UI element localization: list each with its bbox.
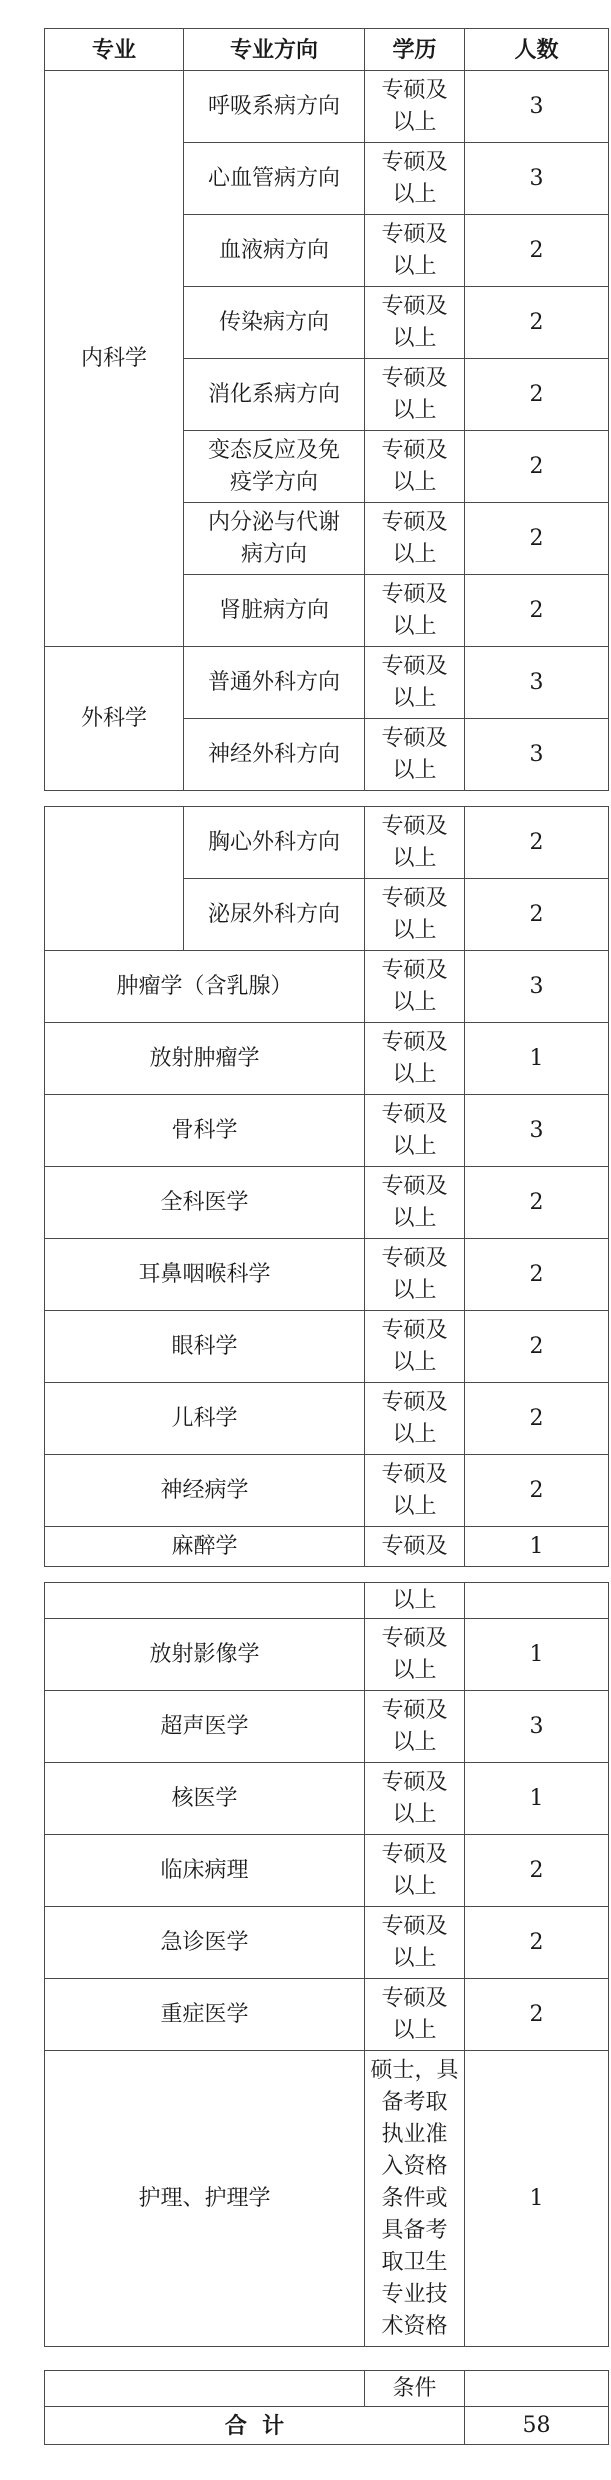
major-cell-continued [45, 807, 184, 951]
table-row [45, 2371, 609, 2407]
table-row [45, 807, 609, 879]
table-row [45, 1095, 609, 1167]
major-cell: 肿瘤学（含乳腺） [45, 951, 365, 1023]
education-cell: 专硕及 以上 [365, 431, 465, 503]
education-cell: 专硕及 以上 [365, 575, 465, 647]
major-cell: 外科学 [45, 647, 184, 791]
count-cell: 2 [465, 215, 609, 287]
table-row [45, 1383, 609, 1455]
recruitment-table-4 [44, 2370, 609, 2445]
recruitment-table-3 [44, 1582, 609, 2347]
major-cell: 护理、护理学 [45, 2051, 365, 2347]
table-row [45, 1023, 609, 1095]
header-count: 人数 [465, 29, 609, 71]
major-cell: 儿科学 [45, 1383, 365, 1455]
header-row [45, 29, 609, 71]
table-row [45, 1583, 609, 1619]
education-cell-continued: 条件 [365, 2371, 465, 2407]
direction-cell: 心血管病方向 [184, 143, 365, 215]
education-cell: 专硕及 以上 [365, 1239, 465, 1311]
education-cell: 专硕及 以上 [365, 503, 465, 575]
major-cell: 骨科学 [45, 1095, 365, 1167]
count-cell: 3 [465, 143, 609, 215]
education-cell: 专硕及 以上 [365, 647, 465, 719]
major-cell: 眼科学 [45, 1311, 365, 1383]
count-cell: 1 [465, 1619, 609, 1691]
direction-cell: 变态反应及免 疫学方向 [184, 431, 365, 503]
education-cell: 专硕及 以上 [365, 143, 465, 215]
education-cell-requirements: 硕士，具 备考取 执业准 入资格 条件或 具备考 取卫生 专业技 术资格 [365, 2051, 465, 2347]
count-cell-empty [465, 1583, 609, 1619]
header-direction: 专业方向 [184, 29, 365, 71]
table-row [45, 1691, 609, 1763]
count-cell: 2 [465, 1167, 609, 1239]
education-cell: 专硕及 以上 [365, 287, 465, 359]
count-cell: 2 [465, 287, 609, 359]
education-cell: 专硕及 以上 [365, 807, 465, 879]
education-cell: 专硕及 以上 [365, 1619, 465, 1691]
table-row [45, 647, 609, 719]
major-cell: 重症医学 [45, 1979, 365, 2051]
count-cell: 3 [465, 647, 609, 719]
table-row [45, 2051, 609, 2347]
table-part-2 [44, 806, 608, 1567]
recruitment-table-1 [44, 28, 609, 791]
direction-cell: 泌尿外科方向 [184, 879, 365, 951]
education-cell: 专硕及 以上 [365, 1095, 465, 1167]
direction-cell: 消化系病方向 [184, 359, 365, 431]
table-row [45, 71, 609, 143]
education-cell: 专硕及 以上 [365, 215, 465, 287]
count-cell: 2 [465, 1239, 609, 1311]
total-value: 58 [465, 2407, 609, 2445]
major-cell: 神经病学 [45, 1455, 365, 1527]
major-cell: 全科医学 [45, 1167, 365, 1239]
major-cell: 麻醉学 [45, 1527, 365, 1567]
count-cell: 2 [465, 1455, 609, 1527]
education-cell: 专硕及 以上 [365, 719, 465, 791]
count-cell: 3 [465, 951, 609, 1023]
major-cell-empty [45, 2371, 365, 2407]
major-cell: 急诊医学 [45, 1907, 365, 1979]
education-cell: 专硕及 以上 [365, 1763, 465, 1835]
education-cell-continued: 以上 [365, 1583, 465, 1619]
education-cell: 专硕及 以上 [365, 1907, 465, 1979]
count-cell: 2 [465, 575, 609, 647]
major-cell: 超声医学 [45, 1691, 365, 1763]
table-row [45, 1907, 609, 1979]
count-cell: 2 [465, 431, 609, 503]
count-cell: 2 [465, 1979, 609, 2051]
count-cell: 3 [465, 719, 609, 791]
major-cell: 临床病理 [45, 1835, 365, 1907]
count-cell: 2 [465, 503, 609, 575]
direction-cell: 传染病方向 [184, 287, 365, 359]
table-part-1 [44, 28, 608, 791]
education-cell: 专硕及 [365, 1527, 465, 1567]
education-cell: 专硕及 以上 [365, 1167, 465, 1239]
table-row [45, 951, 609, 1023]
table-row [45, 1527, 609, 1567]
education-cell: 专硕及 以上 [365, 1835, 465, 1907]
education-cell: 专硕及 以上 [365, 879, 465, 951]
count-cell-empty [465, 2371, 609, 2407]
direction-cell: 胸心外科方向 [184, 807, 365, 879]
major-cell: 核医学 [45, 1763, 365, 1835]
count-cell: 1 [465, 1023, 609, 1095]
header-education: 学历 [365, 29, 465, 71]
total-label: 合 计 [45, 2407, 465, 2445]
table-row [45, 1835, 609, 1907]
direction-cell: 内分泌与代谢 病方向 [184, 503, 365, 575]
education-cell: 专硕及 以上 [365, 1311, 465, 1383]
table-row [45, 1455, 609, 1527]
direction-cell: 神经外科方向 [184, 719, 365, 791]
table-row [45, 1979, 609, 2051]
table-row [45, 1763, 609, 1835]
count-cell: 2 [465, 1311, 609, 1383]
direction-cell: 呼吸系病方向 [184, 71, 365, 143]
direction-cell: 普通外科方向 [184, 647, 365, 719]
table-part-4 [44, 2370, 608, 2445]
count-cell: 3 [465, 1691, 609, 1763]
recruitment-table-2 [44, 806, 609, 1567]
direction-cell: 肾脏病方向 [184, 575, 365, 647]
major-cell: 内科学 [45, 71, 184, 647]
major-cell: 耳鼻咽喉科学 [45, 1239, 365, 1311]
count-cell: 2 [465, 807, 609, 879]
education-cell: 专硕及 以上 [365, 1979, 465, 2051]
direction-cell: 血液病方向 [184, 215, 365, 287]
count-cell: 2 [465, 359, 609, 431]
education-cell: 专硕及 以上 [365, 951, 465, 1023]
education-cell: 专硕及 以上 [365, 1383, 465, 1455]
count-cell: 1 [465, 2051, 609, 2347]
table-row [45, 1619, 609, 1691]
count-cell: 2 [465, 1907, 609, 1979]
education-cell: 专硕及 以上 [365, 71, 465, 143]
total-row [45, 2407, 609, 2445]
count-cell: 2 [465, 1835, 609, 1907]
major-cell: 放射影像学 [45, 1619, 365, 1691]
count-cell: 1 [465, 1527, 609, 1567]
table-row [45, 1239, 609, 1311]
table-row [45, 1311, 609, 1383]
table-part-3 [44, 1582, 608, 2347]
education-cell: 专硕及 以上 [365, 359, 465, 431]
major-cell: 放射肿瘤学 [45, 1023, 365, 1095]
count-cell: 3 [465, 71, 609, 143]
count-cell: 2 [465, 879, 609, 951]
table-row [45, 1167, 609, 1239]
education-cell: 专硕及 以上 [365, 1455, 465, 1527]
header-major: 专业 [45, 29, 184, 71]
count-cell: 1 [465, 1763, 609, 1835]
count-cell: 2 [465, 1383, 609, 1455]
count-cell: 3 [465, 1095, 609, 1167]
education-cell: 专硕及 以上 [365, 1691, 465, 1763]
major-cell-empty [45, 1583, 365, 1619]
education-cell: 专硕及 以上 [365, 1023, 465, 1095]
